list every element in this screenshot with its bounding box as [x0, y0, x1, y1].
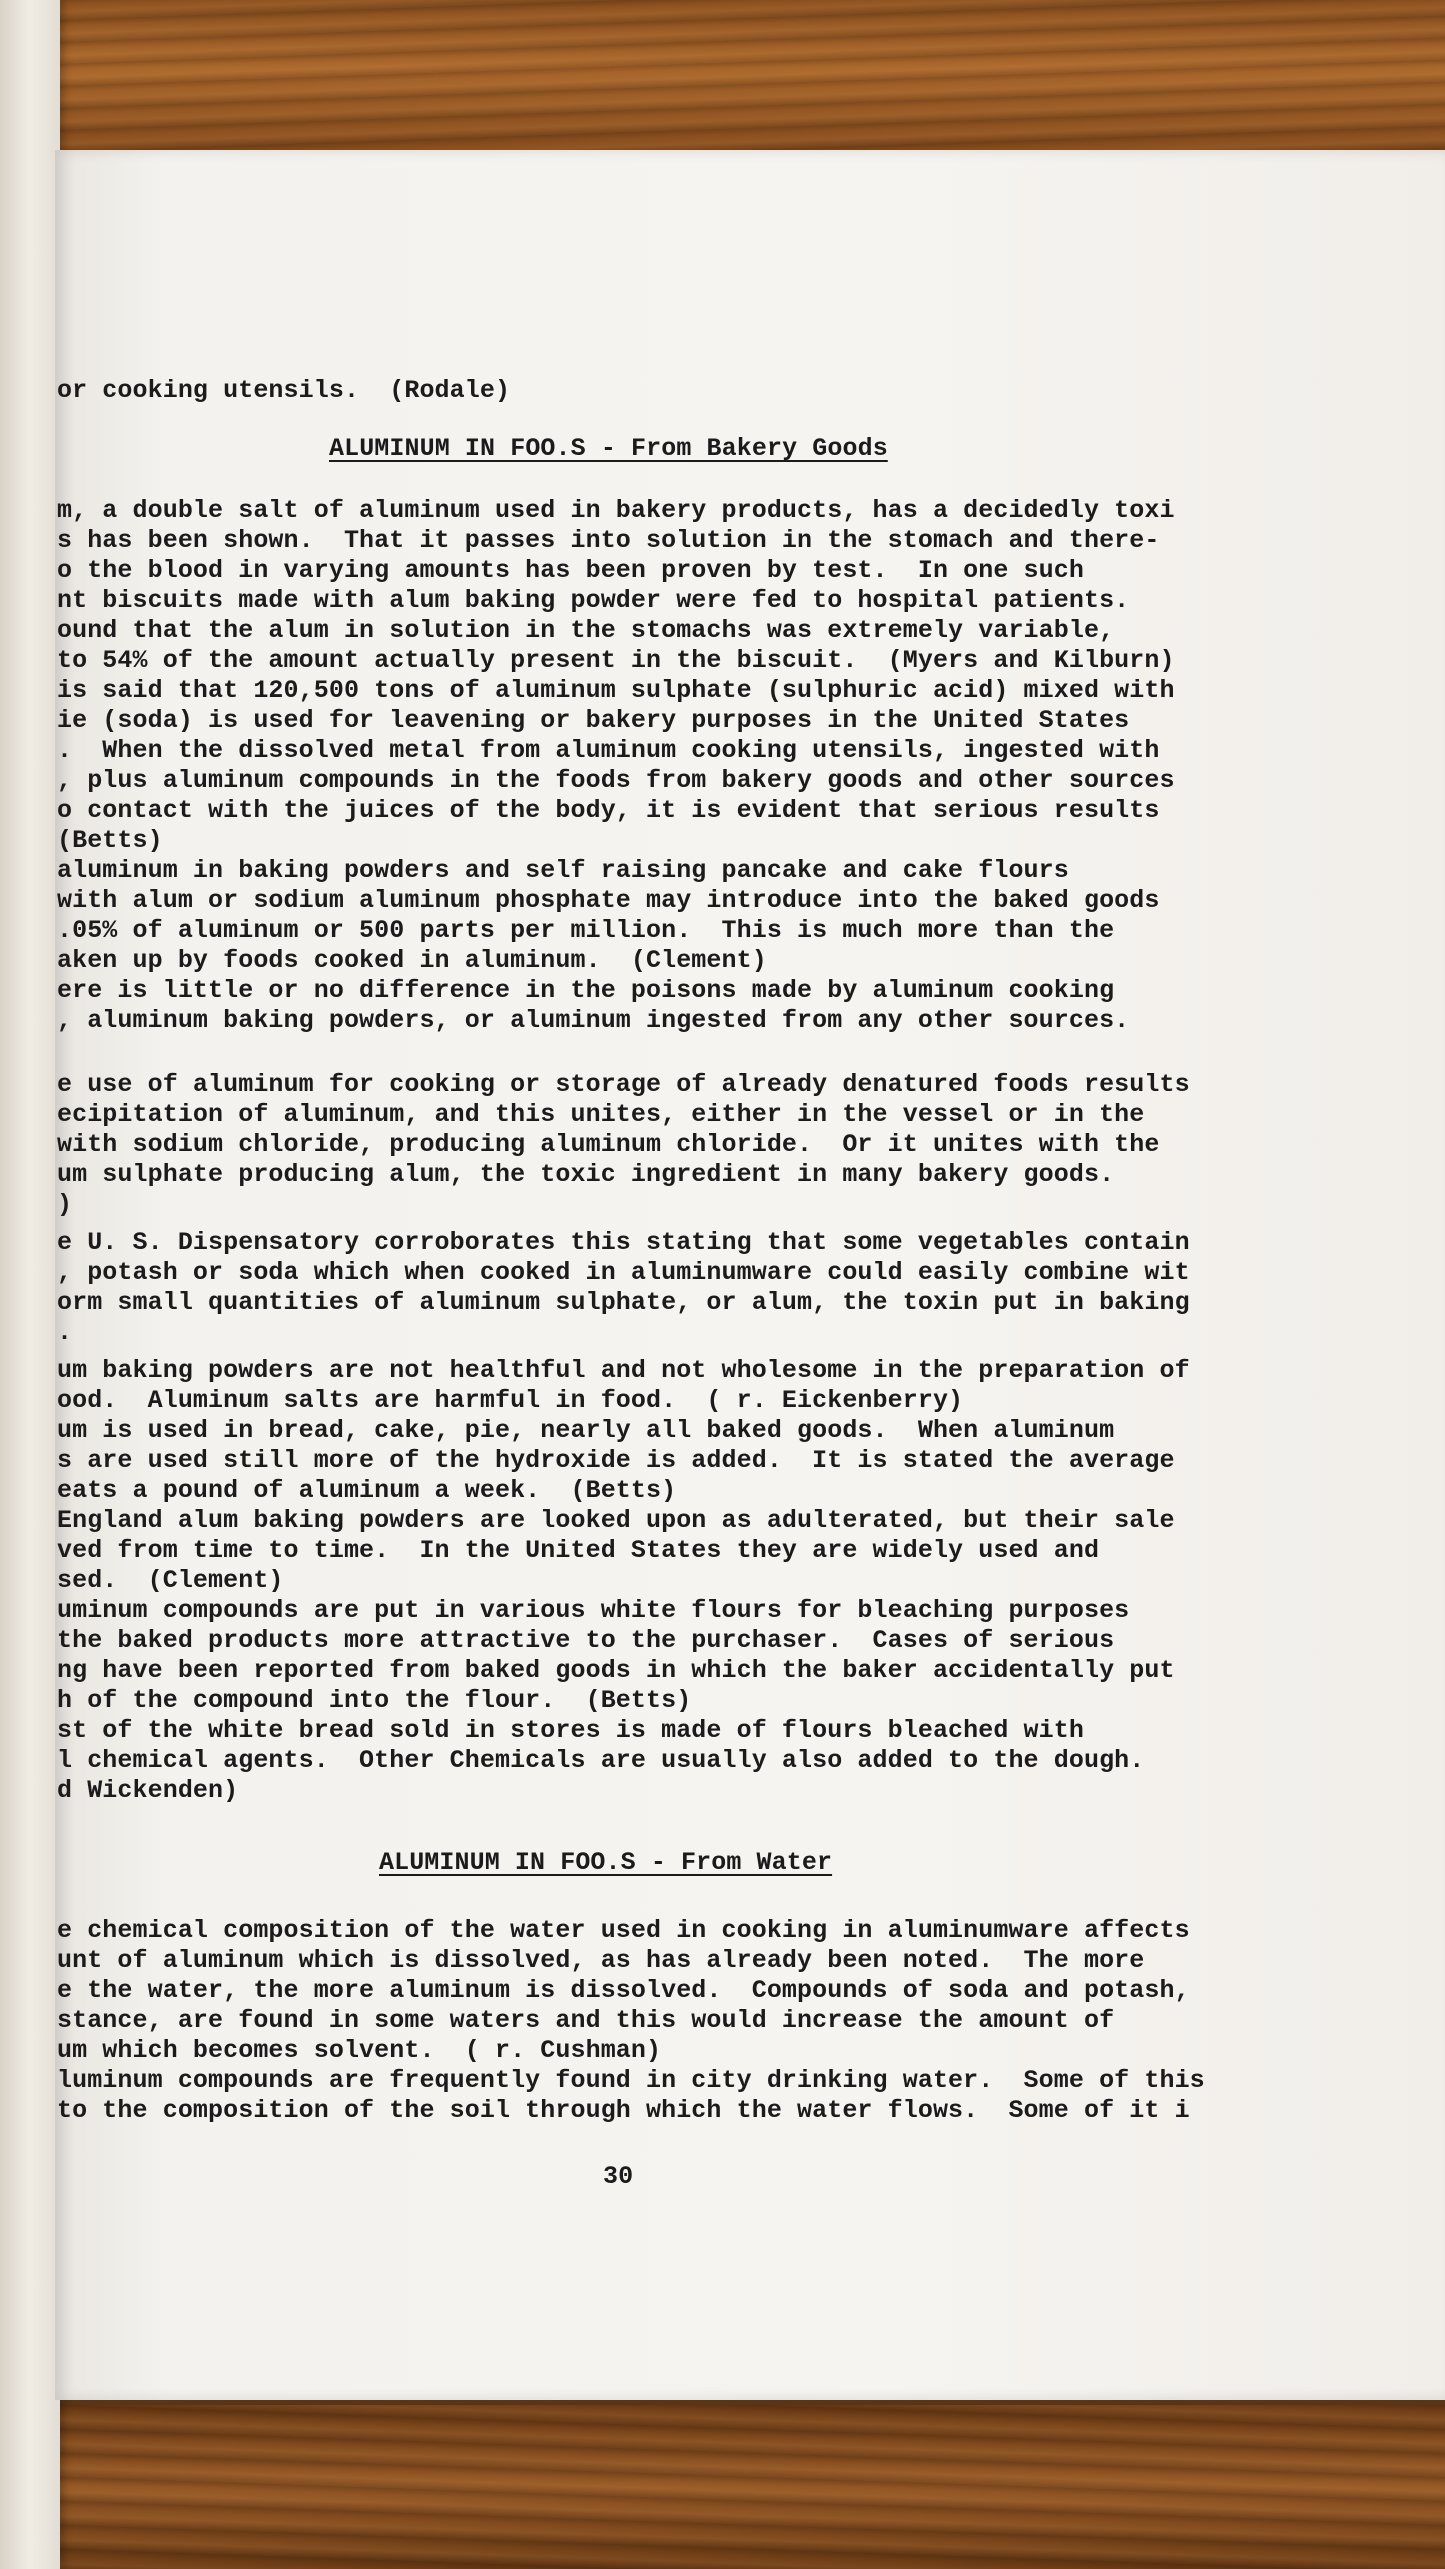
- text-line: to 54% of the amount actually present in the biscuit. (Myers and Kilburn): [57, 646, 1175, 675]
- text-line: st of the white bread sold in stores is made of flours bleached with: [57, 1716, 1084, 1745]
- text-line: ved from time to time. In the United States they are widely used and: [57, 1536, 1100, 1565]
- text-line: with sodium chloride, producing aluminum chloride. Or it unites with the: [57, 1130, 1160, 1159]
- text-line: the baked products more attractive to the purchaser. Cases of serious: [57, 1626, 1115, 1655]
- text-line: sed. (Clement): [57, 1566, 284, 1595]
- text-line: with alum or sodium aluminum phosphate may introduce into the baked goods: [57, 886, 1160, 915]
- text-line: e use of aluminum for cooking or storage of already denatured foods results: [57, 1070, 1190, 1099]
- text-line: e U. S. Dispensatory corroborates this stating that some vegetables contain: [57, 1228, 1190, 1257]
- text-line: .05% of aluminum or 500 parts per million. This is much more than the: [57, 916, 1115, 945]
- facing-page-edge: [0, 0, 60, 2569]
- text-line: o the blood in varying amounts has been proven by test. In one such: [57, 556, 1084, 585]
- text-line: . When the dissolved metal from aluminum cooking utensils, ingested with: [57, 736, 1160, 765]
- text-line: e chemical composition of the water used in cooking in aluminumware affects: [57, 1916, 1190, 1945]
- text-line: eats a pound of aluminum a week. (Betts): [57, 1476, 677, 1505]
- wood-table-bottom: [0, 2405, 1445, 2569]
- text-line: um sulphate producing alum, the toxic ingredient in many bakery goods.: [57, 1160, 1115, 1189]
- text-line: s are used still more of the hydroxide is added. It is stated the average: [57, 1446, 1175, 1475]
- text-line: s has been shown. That it passes into solution in the stomach and there-: [57, 526, 1160, 555]
- text-line: aluminum in baking powders and self raising pancake and cake flours: [57, 856, 1069, 885]
- text-line: ecipitation of aluminum, and this unites, either in the vessel or in the: [57, 1100, 1145, 1129]
- text-line: um baking powders are not healthful and not wholesome in the preparation of: [57, 1356, 1190, 1385]
- text-line: nt biscuits made with alum baking powder were fed to hospital patients.: [57, 586, 1130, 615]
- text-line: luminum compounds are frequently found in city drinking water. Some of this: [57, 2066, 1205, 2095]
- text-line: ): [57, 1190, 73, 1219]
- text-line: .: [57, 1318, 73, 1347]
- text-line: unt of aluminum which is dissolved, as has already been noted. The more: [57, 1946, 1145, 1975]
- text-line: England alum baking powders are looked upon as adulterated, but their sale: [57, 1506, 1175, 1535]
- text-line: (Betts): [57, 826, 163, 855]
- text-line: l chemical agents. Other Chemicals are usually also added to the dough.: [57, 1746, 1145, 1775]
- text-line: uminum compounds are put in various white flours for bleaching purposes: [57, 1596, 1130, 1625]
- text-line: , potash or soda which when cooked in aluminumware could easily combine wit: [57, 1258, 1190, 1287]
- text-line: ound that the alum in solution in the stomachs was extremely variable,: [57, 616, 1115, 645]
- text-line: d Wickenden): [57, 1776, 239, 1805]
- text-line: orm small quantities of aluminum sulphate, or alum, the toxin put in baking: [57, 1288, 1190, 1317]
- text-line: to the composition of the soil through which the water flows. Some of it i: [57, 2096, 1190, 2125]
- wood-table-top: [0, 0, 1445, 170]
- section-heading-water: ALUMINUM IN FOO.S - From Water: [379, 1848, 833, 1877]
- text-line: m, a double salt of aluminum used in bakery products, has a decidedly toxi: [57, 496, 1175, 525]
- text-line: um which becomes solvent. ( r. Cushman): [57, 2036, 662, 2065]
- text-line: um is used in bread, cake, pie, nearly all baked goods. When aluminum: [57, 1416, 1115, 1445]
- section-heading-bakery: ALUMINUM IN FOO.S - From Bakery Goods: [329, 434, 888, 463]
- page-number: 30: [603, 2162, 634, 2191]
- text-line: ood. Aluminum salts are harmful in food. ( r. Eickenberry): [57, 1386, 964, 1415]
- text-line: is said that 120,500 tons of aluminum sulphate (sulphuric acid) mixed with: [57, 676, 1175, 705]
- text-line: stance, are found in some waters and this would increase the amount of: [57, 2006, 1115, 2035]
- text-line: ng have been reported from baked goods in which the baker accidentally put: [57, 1656, 1175, 1685]
- text-line: h of the compound into the flour. (Betts): [57, 1686, 692, 1715]
- text-line: o contact with the juices of the body, it is evident that serious results: [57, 796, 1160, 825]
- document-page: [55, 150, 1445, 2400]
- text-line: ere is little or no difference in the poisons made by aluminum cooking: [57, 976, 1115, 1005]
- text-line: aken up by foods cooked in aluminum. (Clement): [57, 946, 767, 975]
- text-line: , plus aluminum compounds in the foods from bakery goods and other sources: [57, 766, 1175, 795]
- text-line: e the water, the more aluminum is dissolved. Compounds of soda and potash,: [57, 1976, 1190, 2005]
- intro-line: or cooking utensils. (Rodale): [57, 376, 511, 405]
- text-line: , aluminum baking powders, or aluminum ingested from any other sources.: [57, 1006, 1130, 1035]
- text-line: ie (soda) is used for leavening or bakery purposes in the United States: [57, 706, 1130, 735]
